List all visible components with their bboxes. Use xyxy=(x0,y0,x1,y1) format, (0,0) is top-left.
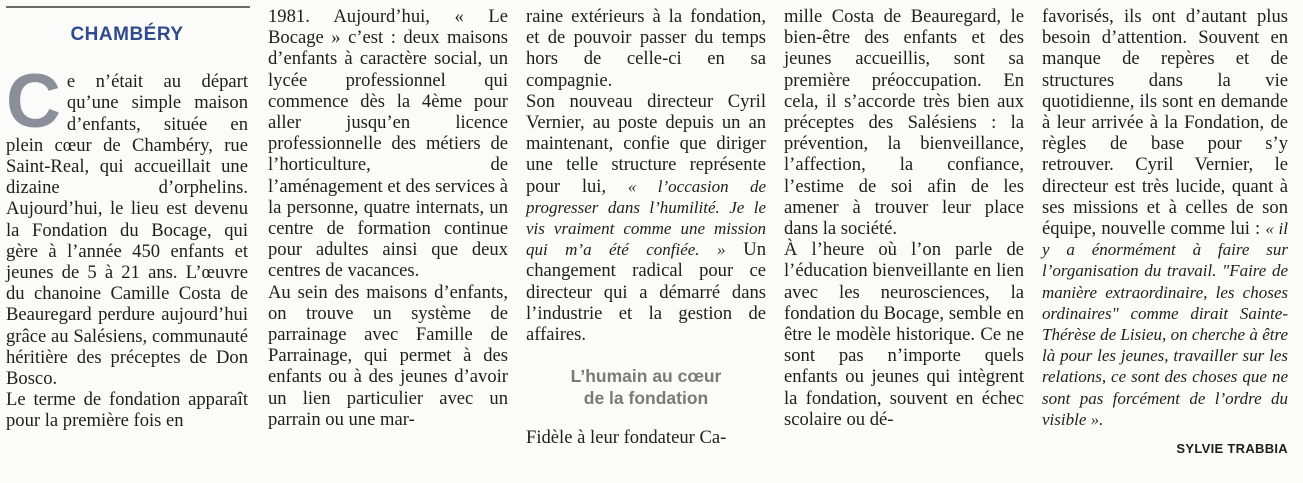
subheading xyxy=(526,365,766,409)
paragraph: 1981. Aujourd’hui, « Le Bocage » c’est : deux maisons d’enfants à caractère social, un lycée professionnel qui commence dès la 4ème pour aller jusqu’en licence professionnelle des métiers de l’horticulture, de l’aménagement et des services à la personne, quatre internats, un centre de formation continue pour adultes ainsi que deux centres de vacances. xyxy=(268,6,508,282)
paragraph xyxy=(6,59,248,390)
drop-cap: C xyxy=(6,59,61,145)
director-quote: « l’occasion de progresser dans l’humilité. Je le vis vraiment comme une mission qui m’a été confiée. » xyxy=(526,176,766,260)
director-quote: « il y a énormément à faire sur l’organisation du travail. "Faire de manière extraordinaire, les choses ordinaires" comme dirait Sainte-Thérèse de Lisieu, on cherche à être là pour les jeunes, travailler sur les relations, ce sont des choses que ne sont pas forcément de l’ordre du visible ». xyxy=(1042,219,1289,429)
section-rule xyxy=(6,6,250,8)
paragraph xyxy=(526,91,766,345)
paragraph xyxy=(1042,6,1288,430)
article-column-5 xyxy=(1042,6,1288,476)
subheading-line: de la fondation xyxy=(583,388,709,409)
paragraph: mille Costa de Beauregard, le bien-être des enfants et des jeunes accueillis, sont sa première préoccupation. En cela, il s’accorde très bien aux préceptes des Salésiens : la prévention, la bienveillance, l’affection, la confiance, l’estime de soi afin de les amener à trouver leur place dans la société. xyxy=(784,6,1024,240)
paragraph: raine extérieurs à la fondation, et de pouvoir passer du temps hors de celle-ci en sa compagnie. xyxy=(526,6,766,91)
paragraph: Fidèle à leur fondateur Ca- xyxy=(526,427,727,449)
paragraph-text: e n’était au départ qu’une simple maison d’enfants, située en plein cœur de Chambéry, rue Saint-Real, qui accueillait une dizaine d’orphelins. Aujourd’hui, le lieu est devenu la Fondation du Bocage, qui gère à l’année 450 enfants et jeunes de 5 à 21 ans. L’œuvre du chanoine Camille Costa de Beauregard perdure aujourd’hui grâce au Salésiens, communauté héritière des préceptes de Don Bosco. xyxy=(6,71,248,390)
paragraph: Le terme de fondation apparaît pour la première fois en xyxy=(6,389,248,432)
paragraph: Au sein des maisons d’enfants, on trouve un système de parrainage avec Famille de Parrainage, qui permet à des enfants ou à des jeunes d’avoir un lien particulier avec un parrain ou une mar- xyxy=(268,281,508,430)
article-column-4 xyxy=(784,6,1024,476)
section-kicker: CHAMBÉRY xyxy=(70,24,184,45)
subheading-line: L’humain au cœur xyxy=(570,366,722,387)
paragraph-text: Un changement radical pour ce directeur qui a démarré dans l’industrie et la gestion de affaires. xyxy=(526,239,766,346)
paragraph: À l’heure où l’on parle de l’éducation bienveillante en lien avec les neurosciences, la fondation du Bocage, semble en être le modèle historique. Ce ne sont pas n’importe quels enfants ou jeunes qui intègrent la fondation, souvent en échec scolaire ou dé- xyxy=(784,239,1024,430)
article-column-3 xyxy=(526,6,766,476)
article-column-2 xyxy=(268,6,508,476)
paragraph-text: favorisés, ils ont d’autant plus besoin d’attention. Souvent en manque de repères et de structures dans la vie quotidienne, ils sont en demande à leur arrivée à la Fondation, de règles de base pour s’y retrouver. Cyril Vernier, le directeur est très lucide, quant à ses missions et à celles de son équipe, nouvelle comme lui : xyxy=(1042,6,1288,240)
article-column-1 xyxy=(6,6,248,476)
paragraph-text: Son nouveau directeur Cyril Vernier, au poste depuis un an maintenant, confie que diriger une telle structure représente pour lui, xyxy=(526,90,766,197)
author-byline: SYLVIE TRABBIA xyxy=(1176,441,1288,457)
